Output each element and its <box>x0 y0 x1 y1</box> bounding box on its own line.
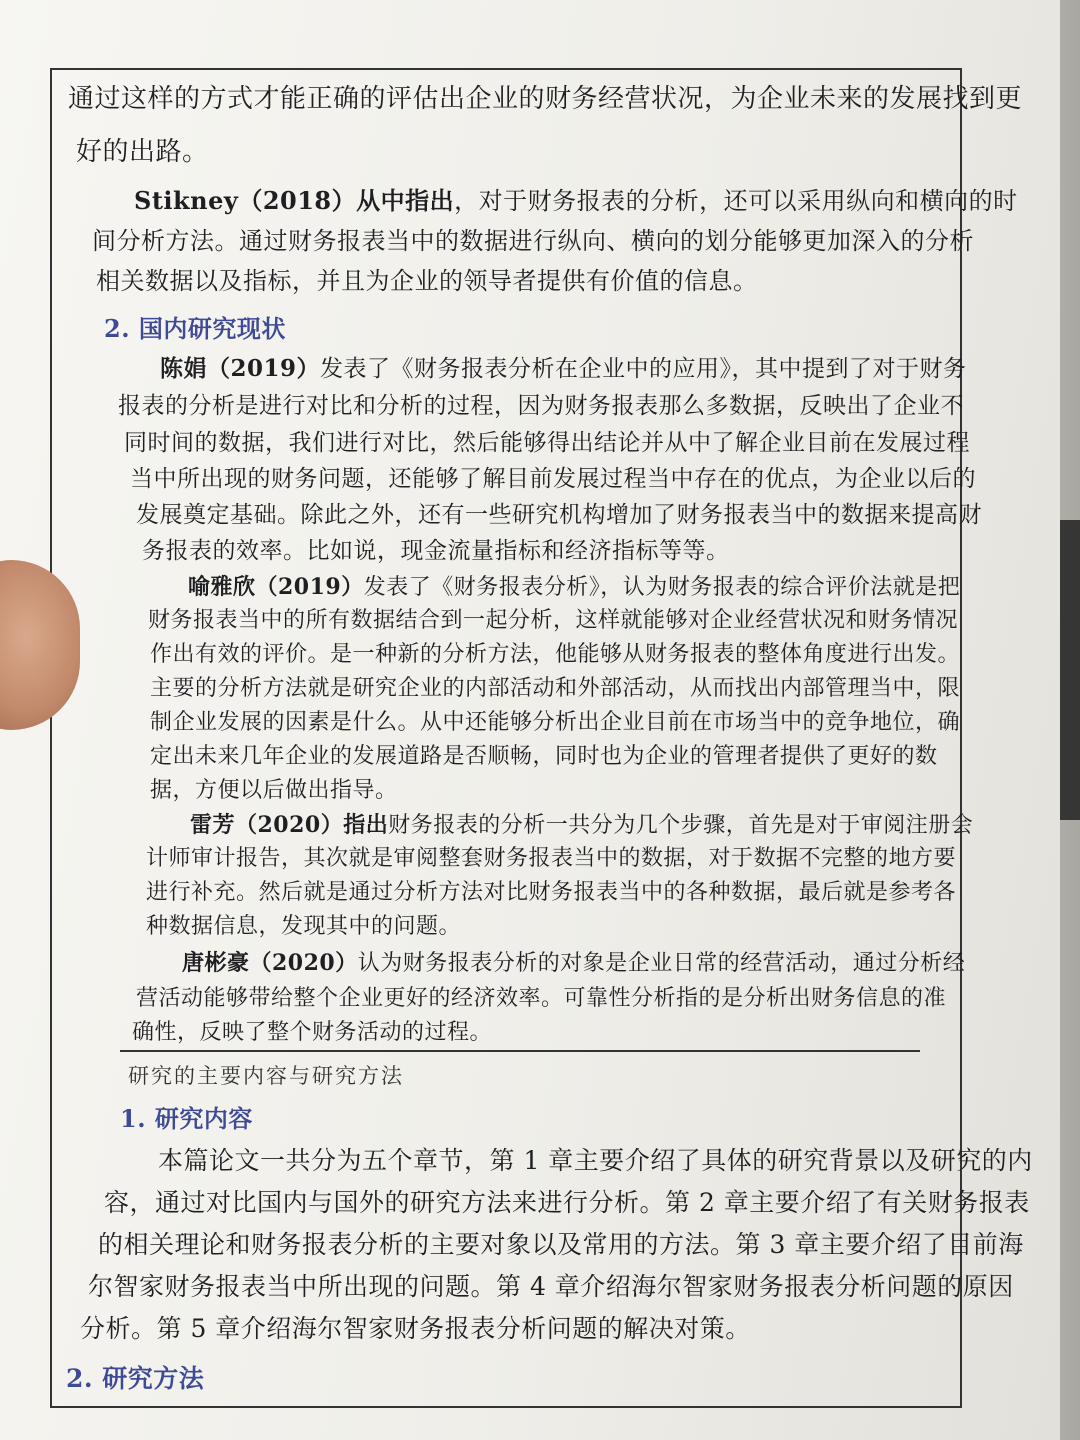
text-span: 发表了《财务报表分析》，认为财务报表的综合评价法就是把 <box>363 575 961 600</box>
text-line: 务报表的效率。比如说，现金流量指标和经济指标等等。 <box>142 538 730 564</box>
text-span: 认为财务报表分析的对象是企业日常的经营活动，通过分析经 <box>357 951 966 976</box>
text-line: 相关数据以及指标，并且为企业的领导者提供有价值的信息。 <box>96 267 758 295</box>
paragraph-line <box>182 944 965 983</box>
text-line: 分析。第 5 章介绍海尔智家财务报表分析问题的解决对策。 <box>80 1314 751 1343</box>
citation-lei: 雷芳（2020）指出 <box>190 812 389 838</box>
text-line: 尔智家财务报表当中所出现的问题。第 4 章介绍海尔智家财务报表分析问题的原因 <box>88 1272 1014 1301</box>
heading-domestic-research: 2. 国内研究现状 <box>104 314 286 343</box>
table-row-divider <box>120 1050 920 1052</box>
paragraph-line <box>160 350 967 388</box>
text-line: 制企业发展的因素是什么。从中还能够分析出企业目前在市场当中的竞争地位，确 <box>150 710 961 735</box>
text-line: 进行补充。然后就是通过分析方法对比财务报表当中的各种数据，最后就是参考各 <box>146 880 957 905</box>
text-line: 发展奠定基础。除此之外，还有一些研究机构增加了财务报表当中的数据来提高财 <box>136 502 982 528</box>
text-line: 容，通过对比国内与国外的研究方法来进行分析。第 2 章主要介绍了有关财务报表 <box>104 1188 1030 1217</box>
heading-research-methods: 2. 研究方法 <box>66 1364 205 1393</box>
heading-research-content: 1. 研究内容 <box>120 1104 253 1133</box>
text-line: 营活动能够带给整个企业更好的经济效率。可靠性分析指的是分析出财务信息的准 <box>136 986 947 1011</box>
text-line: 报表的分析是进行对比和分析的过程，因为财务报表那么多数据，反映出了企业不 <box>118 393 964 419</box>
citation-tang: 唐彬豪（2020） <box>182 950 358 976</box>
text-line: 的相关理论和财务报表分析的主要对象以及常用的方法。第 3 章主要介绍了目前海 <box>98 1230 1024 1259</box>
text-span: ，对于财务报表的分析，还可以采用纵向和横向的时 <box>454 187 1018 215</box>
text-line: 主要的分析方法就是研究企业的内部活动和外部活动，从而找出内部管理当中，限 <box>150 676 961 701</box>
table-cell-label: 研究的主要内容与研究方法 <box>128 1064 404 1088</box>
text-line: 作出有效的评价。是一种新的分析方法，他能够从财务报表的整体角度进行出发。 <box>150 642 961 667</box>
text-line: 间分析方法。通过财务报表当中的数据进行纵向、横向的划分能够更加深入的分析 <box>92 227 974 255</box>
citation-yu: 喻雅欣（2019） <box>188 574 364 600</box>
text-line: 财务报表当中的所有数据结合到一起分析，这样就能够对企业经营状况和财务情况 <box>148 608 959 633</box>
text-line: 据，方便以后做出指导。 <box>150 778 398 803</box>
citation-stikney: Stikney（2018）从中指出 <box>134 186 455 215</box>
text-line: 当中所出现的财务问题，还能够了解目前发展过程当中存在的优点，为企业以后的 <box>130 466 976 492</box>
text-line: 确性，反映了整个财务活动的过程。 <box>132 1020 493 1045</box>
citation-chen: 陈娟（2019） <box>160 355 321 382</box>
text-line: 好的出路。 <box>76 137 209 167</box>
text-line: 本篇论文一共分为五个章节，第 1 章主要介绍了具体的研究背景以及研究的内 <box>158 1146 1033 1175</box>
text-span: 财务报表的分析一共分为几个步骤，首先是对于审阅注册会 <box>388 813 974 838</box>
text-line: 通过这样的方式才能正确的评估出企业的财务经营状况，为企业未来的发展找到更 <box>68 84 1023 114</box>
text-line: 计师审计报告，其次就是审阅整套财务报表当中的数据，对于数据不完整的地方要 <box>146 846 957 871</box>
text-line: 种数据信息，发现其中的问题。 <box>146 914 462 939</box>
text-line: 定出未来几年企业的发展道路是否顺畅，同时也为企业的管理者提供了更好的数 <box>150 744 938 769</box>
paragraph-line <box>134 182 1018 220</box>
text-span: 发表了《财务报表分析在企业中的应用》，其中提到了对于财务 <box>320 356 967 382</box>
text-line: 同时间的数据，我们进行对比，然后能够得出结论并从中了解企业目前在发展过程 <box>124 430 970 456</box>
